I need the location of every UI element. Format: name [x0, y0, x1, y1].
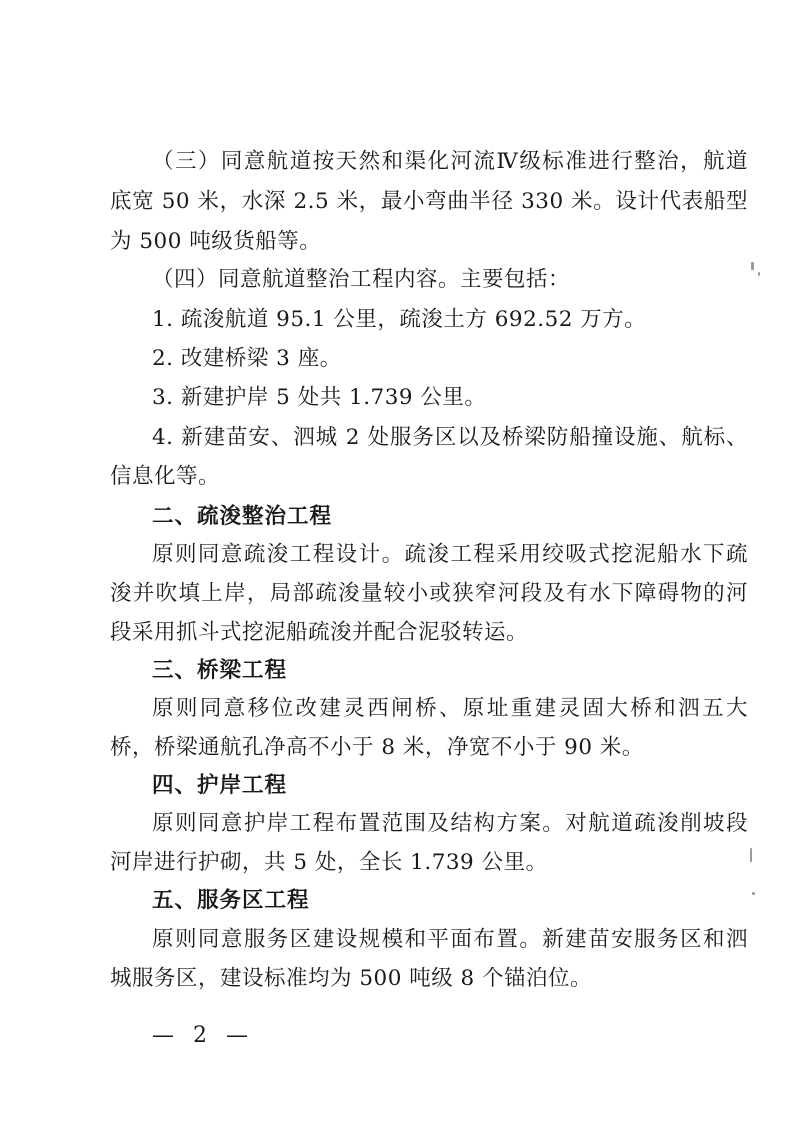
list-item: 1. 疏浚航道 95.1 公里，疏浚土方 692.52 万方。: [152, 307, 647, 332]
section-heading: 三、桥梁工程: [152, 658, 288, 683]
section-heading: 四、护岸工程: [152, 773, 288, 798]
list-item: 2. 改建桥梁 3 座。: [152, 346, 342, 371]
scan-speck: [750, 848, 752, 862]
paragraph-line: 原则同意服务区建设规模和平面布置。新建苗安服务区和泗: [152, 927, 748, 952]
page-number: — 2 —: [152, 1023, 254, 1048]
section-heading: 二、疏浚整治工程: [152, 504, 333, 529]
scan-speck: [758, 272, 760, 276]
paragraph-line: 河岸进行护砌，共 5 处，全长 1.739 公里。: [110, 850, 548, 875]
paragraph-line: 原则同意移位改建灵西闸桥、原址重建灵固大桥和泗五大: [152, 696, 748, 721]
paragraph-line: 原则同意疏浚工程设计。疏浚工程采用绞吸式挖泥船水下疏: [152, 542, 748, 567]
paragraph-line: 段采用抓斗式挖泥船疏浚并配合泥驳转运。: [110, 620, 529, 645]
scan-speck: [751, 262, 754, 270]
paragraph-line: （三）同意航道按天然和渠化河流Ⅳ级标准进行整治，航道: [152, 149, 748, 174]
paragraph-line: 为 500 吨级货船等。: [110, 229, 322, 254]
paragraph-line: 信息化等。: [110, 464, 221, 489]
paragraph-line: （四）同意航道整治工程内容。主要包括：: [152, 267, 571, 292]
paragraph-line: 桥，桥梁通航孔净高不小于 8 米，净宽不小于 90 米。: [110, 735, 644, 760]
paragraph-line: 底宽 50 米，水深 2.5 米，最小弯曲半径 330 米。设计代表船型: [110, 189, 748, 214]
list-item: 4. 新建苗安、泗城 2 处服务区以及桥梁防船撞设施、航标、: [152, 425, 748, 450]
list-item: 3. 新建护岸 5 处共 1.739 公里。: [152, 385, 487, 410]
paragraph-line: 原则同意护岸工程布置范围及结构方案。对航道疏浚削坡段: [152, 811, 748, 836]
paragraph-line: 浚并吹填上岸，局部疏浚量较小或狭窄河段及有水下障碍物的河: [110, 581, 748, 606]
section-heading: 五、服务区工程: [152, 888, 310, 913]
paragraph-line: 城服务区，建设标准均为 500 吨级 8 个锚泊位。: [110, 966, 593, 991]
scan-speck: [752, 892, 755, 895]
